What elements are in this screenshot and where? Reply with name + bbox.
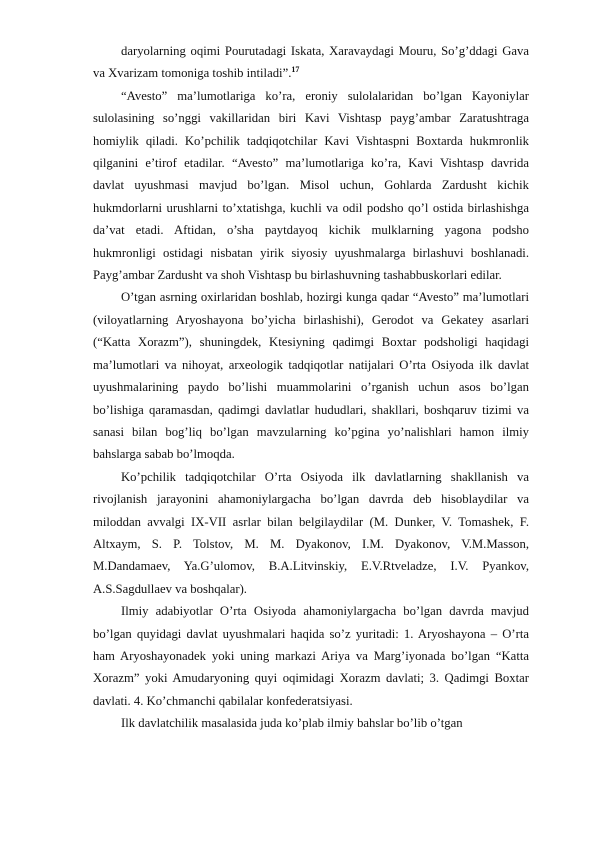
paragraph-state-unions (93, 600, 529, 712)
paragraph-text: daryolarning oqimi Pourutadagi Iskata, Xaravaydagi Mouru, So’g’ddagi Gava va Xvarizam tomoniga toshib intiladi”. (93, 44, 529, 81)
paragraph-text: O’tgan asrning oxirlaridan boshlab, hozirgi kunga qadar “Avesto” ma’lumotlari (viloyatlarning Aryoshayona bo’yicha birlashishi), Gerodot va Gekatey asarlari (“Katta Xorazm”), shuningdek, Ktesiyning qadimgi Boxtar podsholigi haqidagi ma’lumotlari va nihoyat, arxeologik tadqiqotlar natijalari O’rta Osiyoda ilk davlat uyushmalarining paydo bo’lishi muammolarini o’rganish uchun asos bo’lgan bo’lishiga qaramasdan, qadimgi davlatlar hududlari, shakllari, boshqaruv tizimi va sanasi bilan bog’liq bo’lgan mavzularning ko’pgina yo’nalishlari hamon ilmiy bahslarga sabab bo’lmoqda. (93, 290, 529, 462)
paragraph-sources (93, 286, 529, 465)
paragraph-text: Ko’pchilik tadqiqotchilar O’rta Osiyoda ilk davlatlarning shakllanish va rivojlanish jarayonini ahamoniylargacha bo’lgan davrda deb hisoblaydilar va miloddan avvalgi IX-VII asrlar bilan belgilaydilar (M. Dunker, V. Tomashek, F. Altxaym, S. P. Tolstov, M. M. Dyakonov, I.M. Dyakonov, V.M.Masson, M.Dandamaev, Ya.G’ulomov, B.A.Litvinskiy, E.V.Rtveladze, I.V. Pyankov, A.S.Sagdullaev va boshqalar). (93, 469, 529, 596)
paragraph-text: Ilmiy adabiyotlar O’rta Osiyoda ahamoniylargacha bo’lgan davrda mavjud bo’lgan quyidagi davlat uyushmalari haqida so’z yuritadi: 1. Aryoshayona – O’rta ham Aryoshayonadek yoki uning markazi Ariya va Marg’iyonada bo’lgan “Katta Xorazm” yoki Amudaryoning quyi oqimidagi Xorazm davlati; 3. Qadimgi Boxtar davlati. 4. Ko’chmanchi qabilalar konfederatsiyasi. (93, 604, 529, 708)
paragraph-text: Ilk davlatchilik masalasida juda ko’plab ilmiy bahslar bo’lib o’tgan (121, 716, 463, 731)
document-page (93, 40, 529, 735)
paragraph-text: “Avesto” ma’lumotlariga ko’ra, eroniy sulolalaridan bo’lgan Kayoniylar sulolasining so’nggi vakillaridan biri Kavi Vishtasp payg’ambar Zaratushtraga homiylik qiladi. Ko’pchilik tadqiqotchilar Kavi Vishtaspni Boxtarda hukmronlik qilganini e’tirof etadilar. “Avesto” ma’lumotlariga ko’ra, Kavi Vishtasp davrida davlat uyushmasi mavjud bo’lgan. Misol uchun, Gohlarda Zardusht kichik hukmdorlarni urushlarni to’xtatishga, kuchli va odil podsho qo’l ostida birlashishga da’vat etadi. Aftidan, o’sha paytdayoq kichik mulklarning yagona podsho hukmronligi ostidagi nisbatan yirik siyosiy uyushmalarga birlashuvi boshlanadi. Payg’ambar Zardusht va shoh Vishtasp bu birlashuvning tashabbuskorlari edilar. (93, 88, 529, 283)
paragraph-researchers (93, 466, 529, 600)
paragraph-avesto (93, 85, 529, 287)
paragraph-early-statehood (93, 712, 529, 734)
footnote-marker[interactable]: 17 (291, 65, 300, 75)
paragraph-rivers (93, 40, 529, 85)
